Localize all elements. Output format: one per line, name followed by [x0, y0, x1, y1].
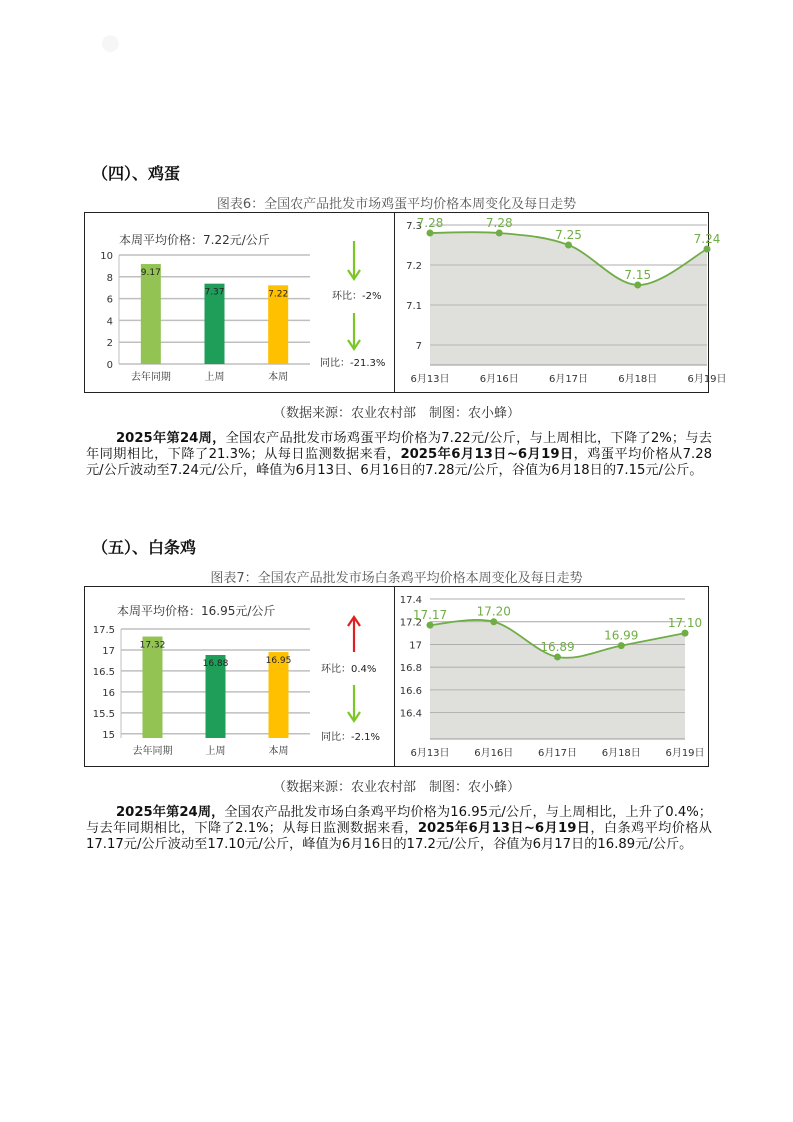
bar-value-label: 16.95: [265, 656, 292, 667]
chart-panel-eggs: [84, 212, 727, 393]
para-text: 全国农产品批发市场鸡蛋平均价格为7.22元/公斤，与上周相比，下降了2%；与去年同期相比，下降了21.3%；从每日监测数据来看，: [86, 431, 712, 462]
y-tick-label: 7.1: [406, 301, 422, 312]
y-tick-label: 16.5: [92, 666, 115, 678]
para-text: ，白条鸡平均价格从17.17元/公斤波动至17.10元/公斤，峰值为6月16日的17.2元/公斤，谷值为6月17日的16.89元/公斤。: [86, 821, 712, 852]
data-point: [704, 246, 711, 253]
y-tick-label: 15.5: [92, 708, 115, 720]
data-point: [682, 630, 689, 637]
data-point: [565, 242, 572, 249]
data-label: 16.99: [604, 628, 639, 643]
bar-value-label: 7.22: [268, 289, 289, 300]
y-tick-label: 15: [102, 729, 115, 741]
data-point: [618, 642, 625, 649]
para-text: 全国农产品批发市场白条鸡平均价格为16.95元/公斤，与上周相比，上升了0.4%；与去年同期相比，下降了2.1%；从每日监测数据来看，: [86, 805, 712, 836]
x-tick-label: 本周: [268, 746, 289, 757]
x-tick-label: 6月18日: [601, 748, 641, 759]
eggs-charts-svg: [85, 213, 727, 392]
data-label: 7.25: [555, 228, 582, 242]
series-area: [430, 620, 685, 739]
para-bold: 2025年第24周，: [116, 431, 226, 446]
tb-label: 同比：-2.1%: [321, 732, 381, 743]
y-tick-label: 7: [415, 341, 422, 352]
data-label: 17.20: [476, 604, 511, 619]
bar-value-label: 7.37: [204, 287, 225, 298]
figure-title-chicken: 图表7：全国农产品批发市场白条鸡平均价格本周变化及每日走势: [210, 571, 583, 586]
y-tick-label: 17: [102, 645, 115, 657]
bar: [141, 264, 161, 364]
para-bold: 2025年6月13日~6月19日: [417, 821, 591, 836]
y-tick-label: 16.6: [399, 685, 422, 697]
x-tick-label: 上周: [205, 746, 226, 757]
para-bold: 2025年6月13日~6月19日: [400, 447, 574, 462]
data-label: 7.24: [693, 232, 721, 246]
x-tick-label: 6月13日: [410, 748, 450, 759]
data-label: 16.89: [540, 639, 575, 654]
bar-value-label: 16.88: [202, 658, 229, 669]
x-tick-label: 6月16日: [479, 374, 519, 385]
avg-price-label: 本周平均价格：7.22元/公斤: [119, 233, 270, 247]
y-tick-label: 17.5: [92, 625, 115, 636]
y-tick-label: 7.3: [406, 221, 422, 232]
x-tick-label: 6月17日: [548, 374, 589, 385]
figure-title-eggs: 图表6：全国农产品批发市场鸡蛋平均价格本周变化及每日走势: [216, 197, 577, 212]
data-label: 17.10: [667, 616, 703, 631]
y-tick-label: 16.4: [399, 708, 422, 720]
x-tick-label: 6月19日: [665, 748, 705, 759]
y-tick-label: 10: [100, 251, 113, 262]
chicken-charts-svg: [85, 587, 708, 766]
x-tick-label: 去年同期: [132, 746, 173, 757]
y-tick-label: 0: [106, 360, 113, 371]
paragraph-eggs: [86, 431, 712, 479]
data-point: [634, 282, 641, 289]
data-point: [427, 622, 434, 629]
x-tick-label: 上周: [204, 372, 225, 383]
y-tick-label: 17.2: [399, 617, 422, 629]
section-title-eggs: （四）、鸡蛋: [92, 164, 181, 183]
x-tick-label: 6月19日: [687, 374, 727, 385]
data-point: [427, 230, 434, 237]
data-label: 7.15: [624, 268, 652, 282]
para-text: ，鸡蛋平均价格从7.28元/公斤波动至7.24元/公斤，峰值为6月13日、6月16日的7.28元/公斤，谷值为6月18日的7.15元/公斤。: [86, 447, 712, 478]
paragraph-chicken: [86, 805, 712, 853]
hb-label: 环比：0.4%: [321, 664, 377, 675]
y-tick-label: 16: [102, 687, 115, 699]
data-label: 7.28: [416, 216, 444, 230]
section-title-chicken: （五）、白条鸡: [92, 538, 197, 557]
data-source-chicken: （数据来源：农业农村部 制图：农小蜂）: [272, 780, 520, 795]
y-tick-label: 6: [106, 294, 113, 306]
y-tick-label: 17: [409, 640, 422, 652]
y-tick-label: 4: [106, 316, 113, 328]
data-source-eggs: （数据来源：农业农村部 制图：农小蜂）: [272, 406, 520, 421]
chart-panel-chicken: [84, 586, 709, 767]
para-bold: 2025年第24周，: [116, 805, 225, 820]
data-label: 17.17: [412, 608, 448, 623]
x-tick-label: 6月18日: [618, 374, 658, 385]
avg-price-label: 本周平均价格：16.95元/公斤: [117, 604, 276, 618]
data-point: [490, 618, 497, 625]
y-tick-label: 7.2: [406, 261, 422, 272]
y-tick-label: 16.8: [399, 663, 422, 675]
watermark-logo: ●: [94, 26, 127, 59]
x-tick-label: 6月17日: [537, 748, 578, 759]
data-label: 7.28: [485, 216, 513, 230]
x-tick-label: 去年同期: [130, 372, 171, 383]
hb-label: 环比：-2%: [332, 291, 382, 302]
y-tick-label: 2: [106, 338, 113, 350]
x-tick-label: 本周: [268, 372, 289, 383]
y-tick-label: 17.4: [399, 595, 422, 606]
bar-value-label: 9.17: [140, 268, 161, 279]
bar-value-label: 17.32: [139, 640, 166, 651]
bar: [143, 637, 163, 738]
data-point: [554, 653, 561, 660]
y-tick-label: 8: [106, 272, 113, 284]
x-tick-label: 6月13日: [410, 374, 450, 385]
data-point: [496, 230, 503, 237]
x-tick-label: 6月16日: [474, 748, 514, 759]
tb-label: 同比：-21.3%: [320, 358, 386, 369]
